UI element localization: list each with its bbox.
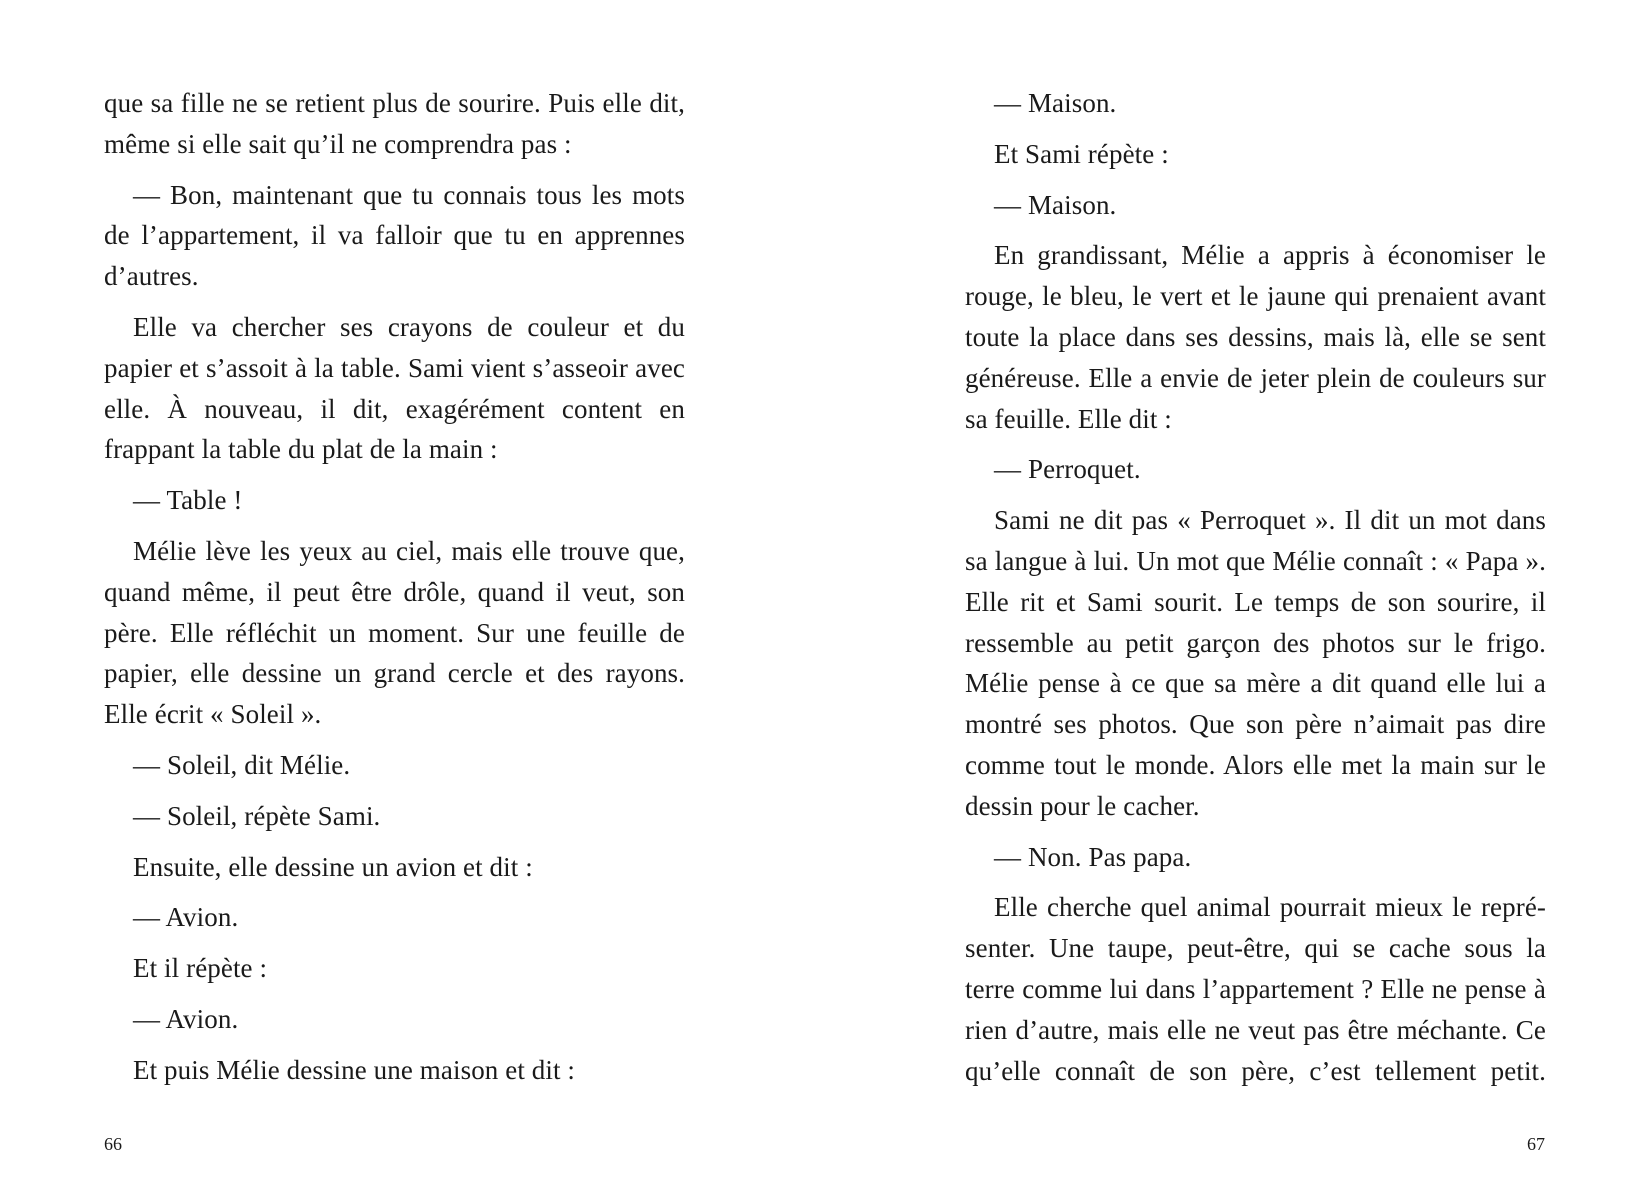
- right-page-text: [965, 83, 1546, 1101]
- dialogue-line: — Soleil, répète Sami.: [133, 800, 381, 831]
- dialogue-line: — Maison.: [994, 189, 1117, 220]
- paragraph: Et Sami répète :: [994, 138, 1169, 169]
- paragraph: Elle va chercher ses crayons de couleur et du papier et s’assoit à la table. Sami vient s’asseoir avec elle. À nouveau, il dit, exagérément content en frappant la table du plat de la main :: [104, 311, 685, 465]
- paragraph: Et il répète :: [133, 953, 268, 984]
- page-number: 66: [104, 1134, 122, 1154]
- dialogue-line: — Perroquet.: [994, 454, 1141, 485]
- dialogue-line: — Table !: [133, 485, 243, 516]
- paragraph: Elle cherche quel animal pourrait mieux le repré-senter. Une taupe, peut-être, qui se cache sous la terre comme lui dans l’appartement ? Elle ne pense à rien d’autre, mais elle ne veut pas être méchante. Ce qu’elle connaît de son père, c’est tellement petit.: [965, 892, 1546, 1086]
- dialogue-line: — Avion.: [133, 902, 239, 933]
- page-number: 67: [1527, 1134, 1545, 1154]
- dialogue-line: — Maison.: [994, 88, 1117, 118]
- paragraph: Ensuite, elle dessine un avion et dit :: [133, 851, 533, 882]
- paragraph: Et puis Mélie dessine une maison et dit :: [133, 1054, 576, 1085]
- paragraph: En grandissant, Mélie a appris à économiser le rouge, le bleu, le vert et le jaune qui prenaient avant toute la place dans ses dessins, mais là, elle se sent généreuse. Elle a envie de jeter plein de couleurs sur sa feuille. Elle dit :: [965, 240, 1546, 434]
- paragraph: — Bon, maintenant que tu connais tous les mots de l’appartement, il va falloir que tu en apprennes d’autres.: [104, 179, 685, 292]
- dialogue-line: — Avion.: [133, 1003, 239, 1034]
- paragraph: que sa fille ne se retient plus de sourire. Puis elle dit, même si elle sait qu’il ne comprendra pas :: [104, 88, 685, 159]
- left-page-text: [104, 83, 685, 1101]
- dialogue-line: — Non. Pas papa.: [994, 841, 1192, 872]
- dialogue-line: — Soleil, dit Mélie.: [133, 749, 351, 780]
- paragraph: Sami ne dit pas « Perroquet ». Il dit un mot dans sa langue à lui. Un mot que Mélie connaît : « Papa ». Elle rit et Sami sourit. Le temps de son sourire, il ressemble au petit garçon des photos sur le frigo. Mélie pense à ce que sa mère a dit quand elle lui a montré ses photos. Que son père n’aimait pas dire comme tout le monde. Alors elle met la main sur le dessin pour le cacher.: [965, 505, 1546, 821]
- paragraph: Mélie lève les yeux au ciel, mais elle trouve que, quand même, il peut être drôle, quand il veut, son père. Elle réfléchit un moment. Sur une feuille de papier, elle dessine un grand cercle et des rayons. Elle écrit « Soleil ».: [104, 535, 685, 730]
- right-page: [825, 0, 1650, 1200]
